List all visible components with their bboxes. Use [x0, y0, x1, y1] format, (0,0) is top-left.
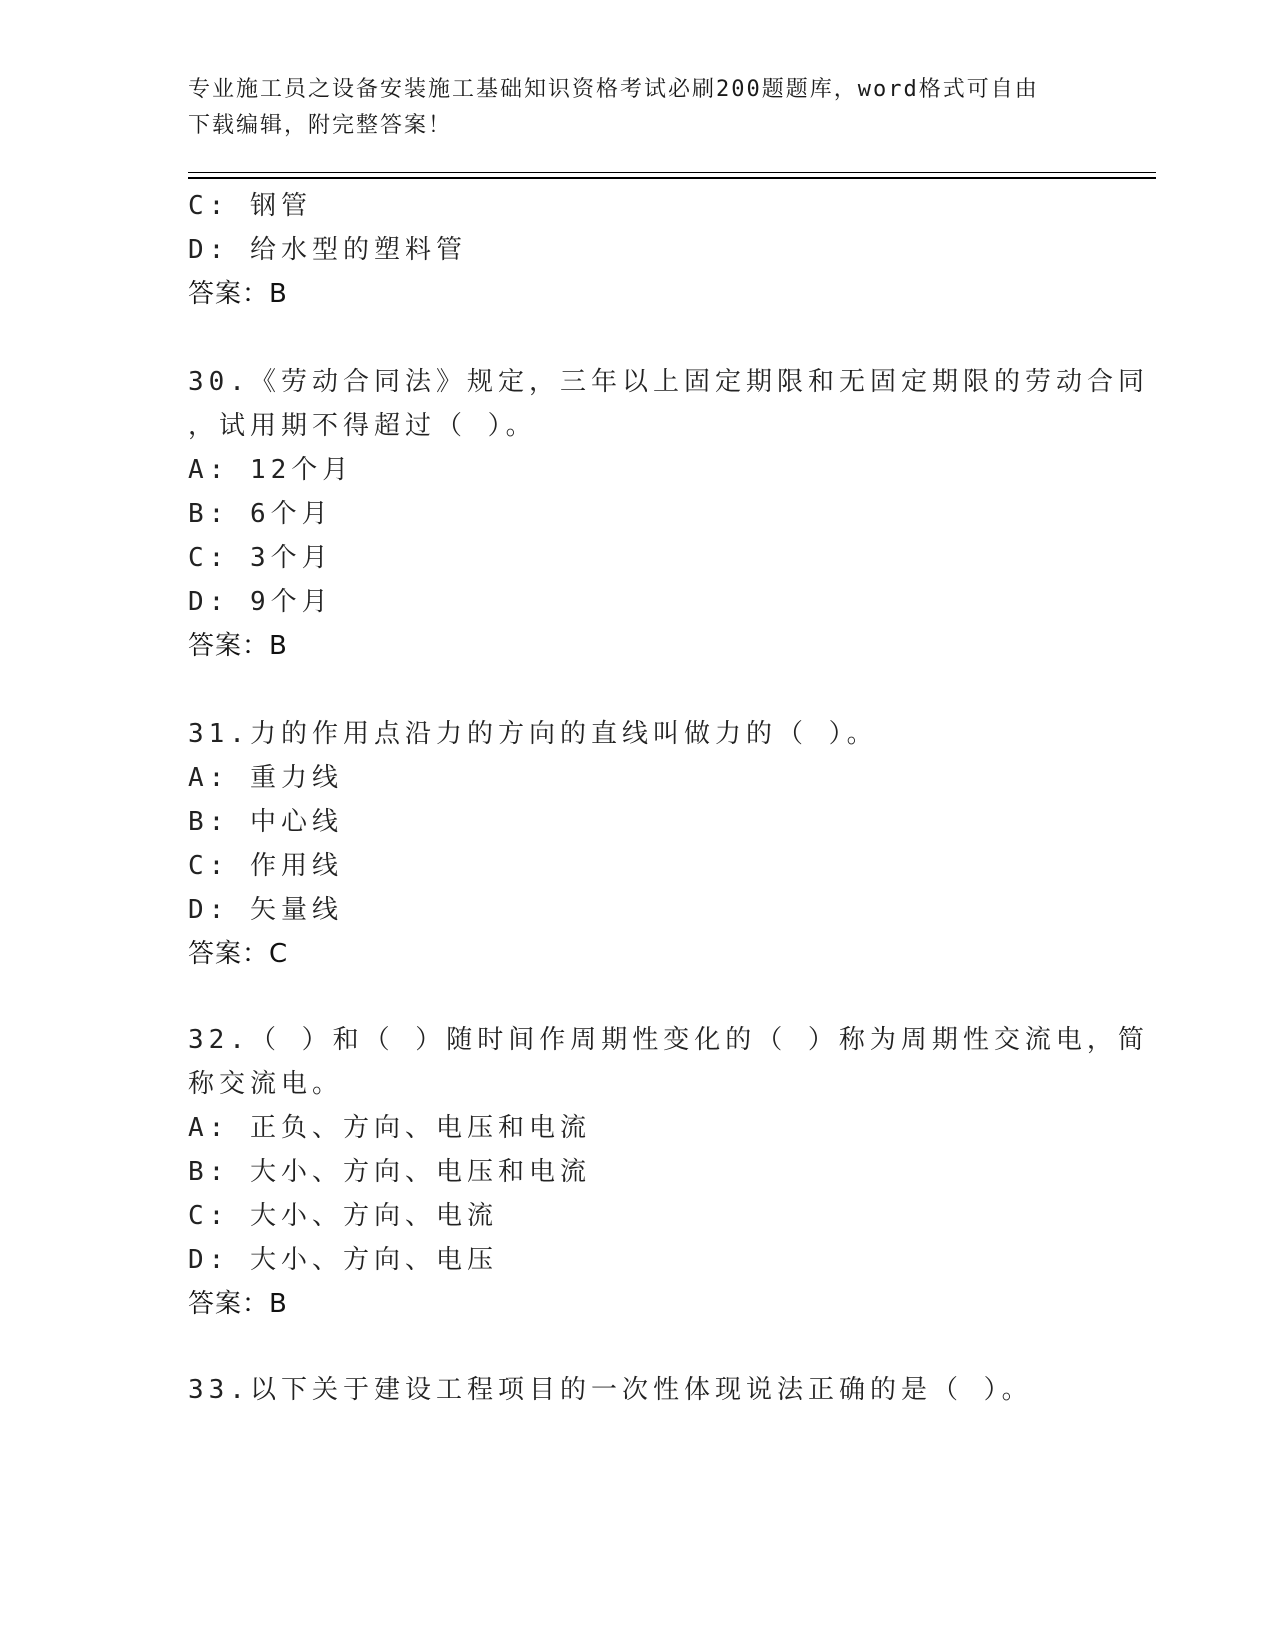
q30-option-a: A: 12个月: [188, 455, 354, 485]
header-title-line1: 专业施工员之设备安装施工基础知识资格考试必刷200题题库，word格式可自由: [188, 77, 1039, 102]
q30-option-b: B: 6个月: [188, 499, 333, 529]
document-header: [188, 72, 1088, 144]
q32-option-c: C: 大小、方向、电流: [188, 1201, 498, 1231]
q32-option-b: B: 大小、方向、电压和电流: [188, 1157, 591, 1187]
q31-option-a: A: 重力线: [188, 763, 343, 793]
q30-option-d: D: 9个月: [188, 587, 333, 617]
q33-text-line1: 33.以下关于建设工程项目的一次性体现说法正确的是（ ）。: [188, 1375, 1033, 1405]
q32-option-a: A: 正负、方向、电压和电流: [188, 1113, 591, 1143]
header-divider-thin: [188, 172, 1156, 173]
q31-answer: 答案：C: [188, 939, 289, 969]
q32-option-d: D: 大小、方向、电压: [188, 1245, 498, 1275]
q30-text-line1: 30.《劳动合同法》规定，三年以上固定期限和无固定期限的劳动合同: [188, 367, 1149, 397]
q32-text-line2: 称交流电。: [188, 1069, 344, 1099]
q31-option-d: D: 矢量线: [188, 895, 343, 925]
q30-answer: 答案：B: [188, 631, 288, 661]
prev-option-d: D: 给水型的塑料管: [188, 235, 467, 265]
prev-option-c: C: 钢管: [188, 191, 312, 221]
q31-option-b: B: 中心线: [188, 807, 343, 837]
q31-text-line1: 31.力的作用点沿力的方向的直线叫做力的（ ）。: [188, 719, 878, 749]
prev-answer: 答案：B: [188, 279, 288, 309]
q32-text-line1: 32.（ ）和（ ）随时间作周期性变化的（ ）称为周期性交流电，简: [188, 1025, 1149, 1055]
header-title-line2: 下载编辑，附完整答案！: [188, 113, 453, 138]
q31-option-c: C: 作用线: [188, 851, 343, 881]
header-divider-thick: [188, 177, 1156, 179]
q32-answer: 答案：B: [188, 1289, 288, 1319]
q30-option-c: C: 3个月: [188, 543, 333, 573]
q30-text-line2: ，试用期不得超过（ ）。: [188, 411, 537, 441]
